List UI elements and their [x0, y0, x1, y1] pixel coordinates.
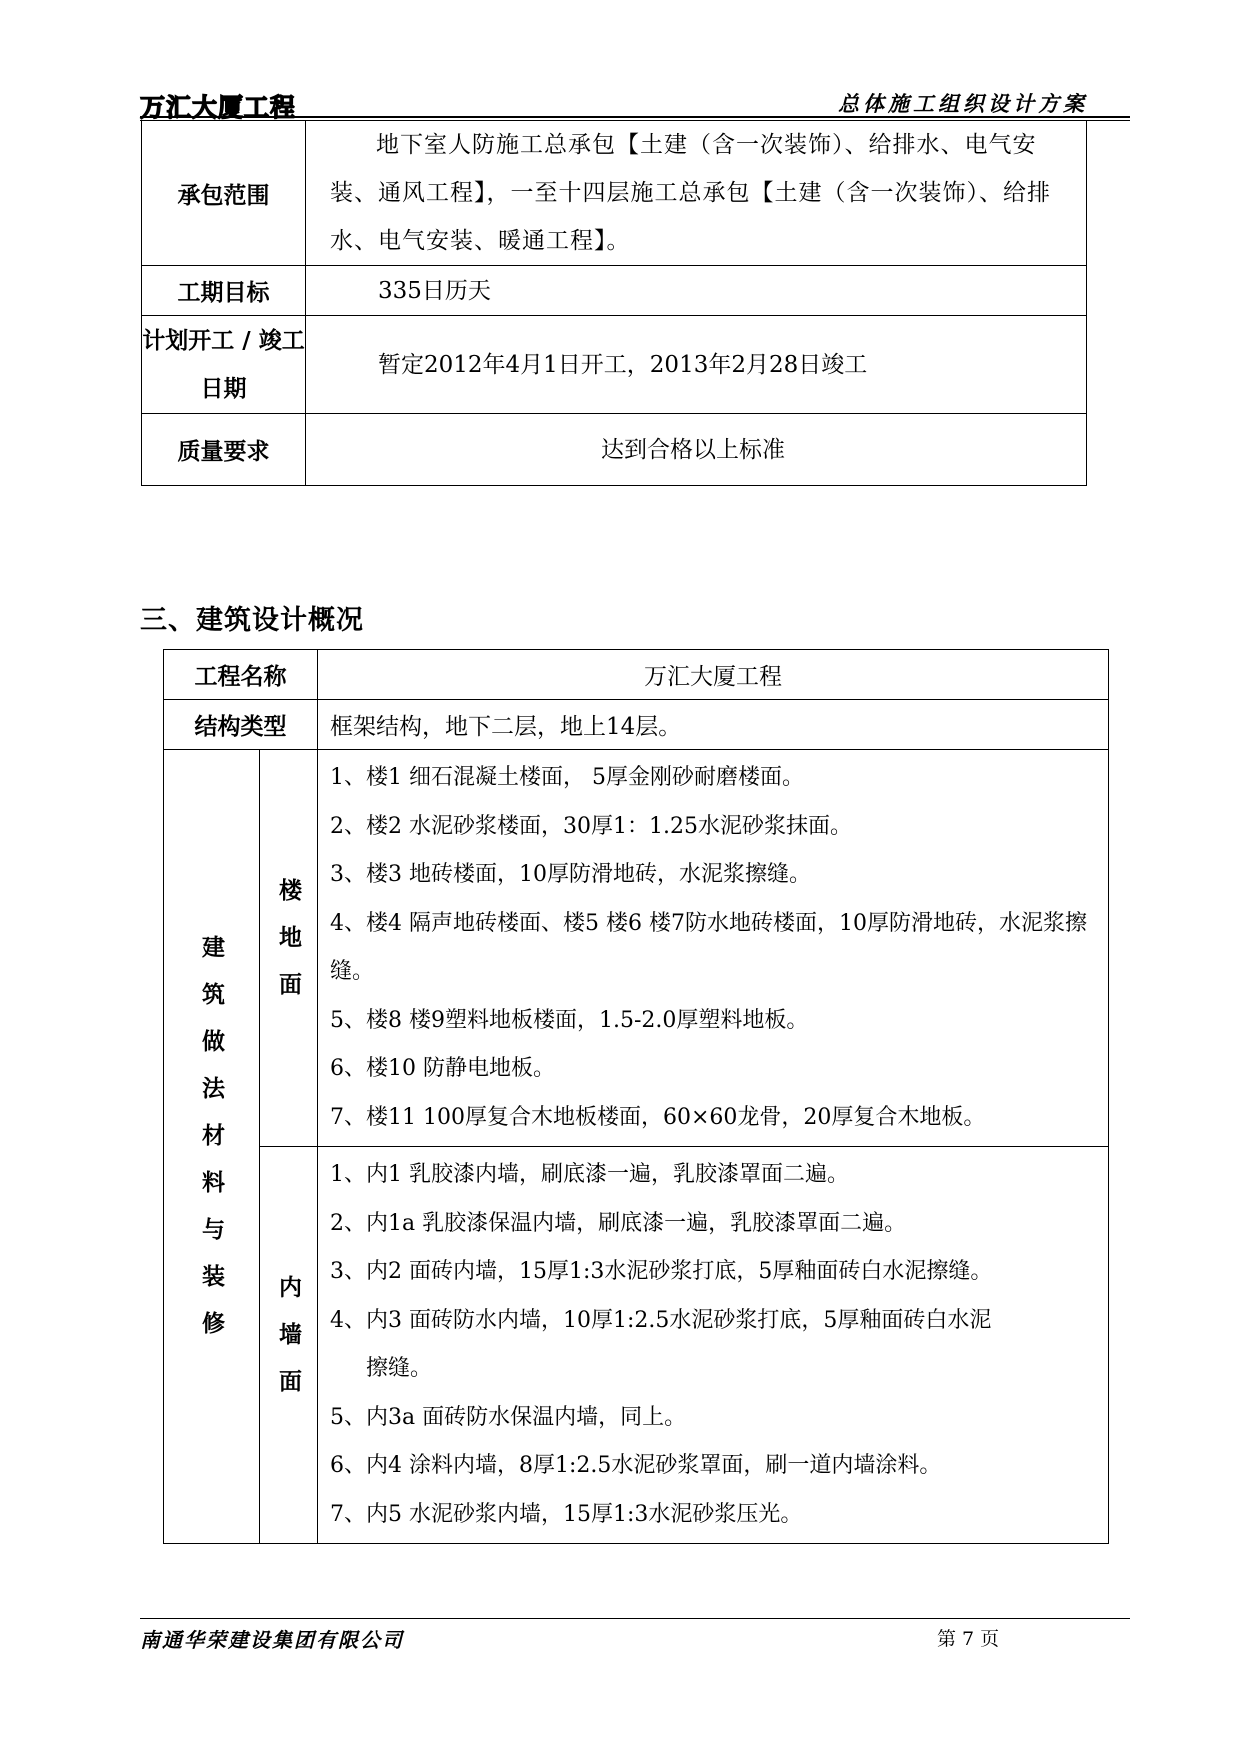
- row-value: 达到合格以上标准: [306, 414, 1087, 486]
- floor-label: 楼地面: [275, 877, 301, 1019]
- list-item: 2、楼2 水泥砂浆楼面，30厚1：1.25水泥砂浆抹面。: [330, 813, 852, 839]
- table-row: [142, 266, 1087, 316]
- contract-info-table: [141, 120, 1087, 486]
- list-item: 3、内2 面砖内墙，15厚1:3水泥砂浆打底，5厚釉面砖白水泥擦缝。: [330, 1259, 993, 1284]
- wall-items-cell: [318, 1147, 1109, 1544]
- table-row: [164, 650, 1109, 700]
- row-label: 承包范围: [142, 121, 306, 266]
- list-item: 5、内3a 面砖防水保温内墙，同上。: [330, 1404, 687, 1430]
- list-item: 1、楼1 细石混凝土楼面， 5厚金刚砂耐磨楼面。: [330, 765, 804, 790]
- table-row: [164, 1147, 1109, 1544]
- building-design-table: [163, 649, 1109, 1544]
- floor-label-cell: [260, 750, 318, 1147]
- table-row: [164, 750, 1109, 1147]
- list-item: 7、楼11 100厚复合木地板楼面，60×60龙骨，20厚复合木地板。: [330, 1104, 986, 1130]
- structure-type-value: 框架结构，地下二层，地上14层。: [318, 700, 1109, 750]
- header-project-title: 万汇大厦工程: [140, 93, 297, 122]
- row-label: 计划开工 / 竣工日期: [142, 316, 306, 414]
- list-item: 5、楼8 楼9塑料地板楼面，1.5-2.0厚塑料地板。: [330, 1007, 809, 1033]
- table-row: [164, 700, 1109, 750]
- structure-type-label: 结构类型: [164, 700, 318, 750]
- list-item: 6、楼10 防静电地板。: [330, 1056, 555, 1081]
- table-row: [142, 316, 1087, 414]
- list-item: 4、楼4 隔声地砖楼面、楼5 楼6 楼7防水地砖楼面，10厚防滑地砖，水泥浆擦缝。: [330, 910, 1087, 984]
- list-item: 擦缝。: [366, 1356, 433, 1381]
- table-row: [142, 121, 1087, 266]
- list-item: 7、内5 水泥砂浆内墙，15厚1:3水泥砂浆压光。: [330, 1501, 803, 1527]
- list-item: 6、内4 涂料内墙，8厚1:2.5水泥砂浆罩面，刷一道内墙涂料。: [330, 1453, 942, 1478]
- list-item: 1、内1 乳胶漆内墙，刷底漆一遍，乳胶漆罩面二遍。: [330, 1162, 849, 1187]
- list-item: 2、内1a 乳胶漆保温内墙，刷底漆一遍，乳胶漆罩面二遍。: [330, 1210, 907, 1236]
- footer-company: 南通华荣建设集团有限公司: [140, 1628, 404, 1652]
- project-name-label: 工程名称: [164, 650, 318, 700]
- page-number: 第 7 页: [937, 1628, 1000, 1650]
- row-value: 335日历天: [306, 266, 1087, 316]
- project-name-value: 万汇大厦工程: [318, 650, 1109, 700]
- floor-items-cell: [318, 750, 1109, 1147]
- list-item: 3、楼3 地砖楼面，10厚防滑地砖，水泥浆擦缝。: [330, 862, 811, 887]
- footer-rule: [140, 1618, 1130, 1619]
- row-label: 质量要求: [142, 414, 306, 486]
- group-label-cell: [164, 750, 260, 1544]
- group-label: 建筑做法材料与装修: [198, 935, 224, 1358]
- header-rule-thick: [140, 116, 1130, 118]
- row-label: 工期目标: [142, 266, 306, 316]
- row-value: 地下室人防施工总承包【土建（含一次装饰）、给排水、电气安装、通风工程】，一至十四层施工总承包【土建（含一次装饰）、给排水、电气安装、暖通工程】。: [306, 121, 1087, 266]
- wall-label-cell: [260, 1147, 318, 1544]
- section-title: 三、建筑设计概况: [140, 605, 364, 636]
- wall-label: 内墙面: [275, 1274, 301, 1416]
- table-row: [142, 414, 1087, 486]
- row-value: 暂定2012年4月1日开工，2013年2月28日竣工: [306, 316, 1087, 414]
- list-item: 4、内3 面砖防水内墙，10厚1:2.5水泥砂浆打底，5厚釉面砖白水泥: [330, 1307, 992, 1333]
- header-document-title: 总体施工组织设计方案: [838, 92, 1088, 116]
